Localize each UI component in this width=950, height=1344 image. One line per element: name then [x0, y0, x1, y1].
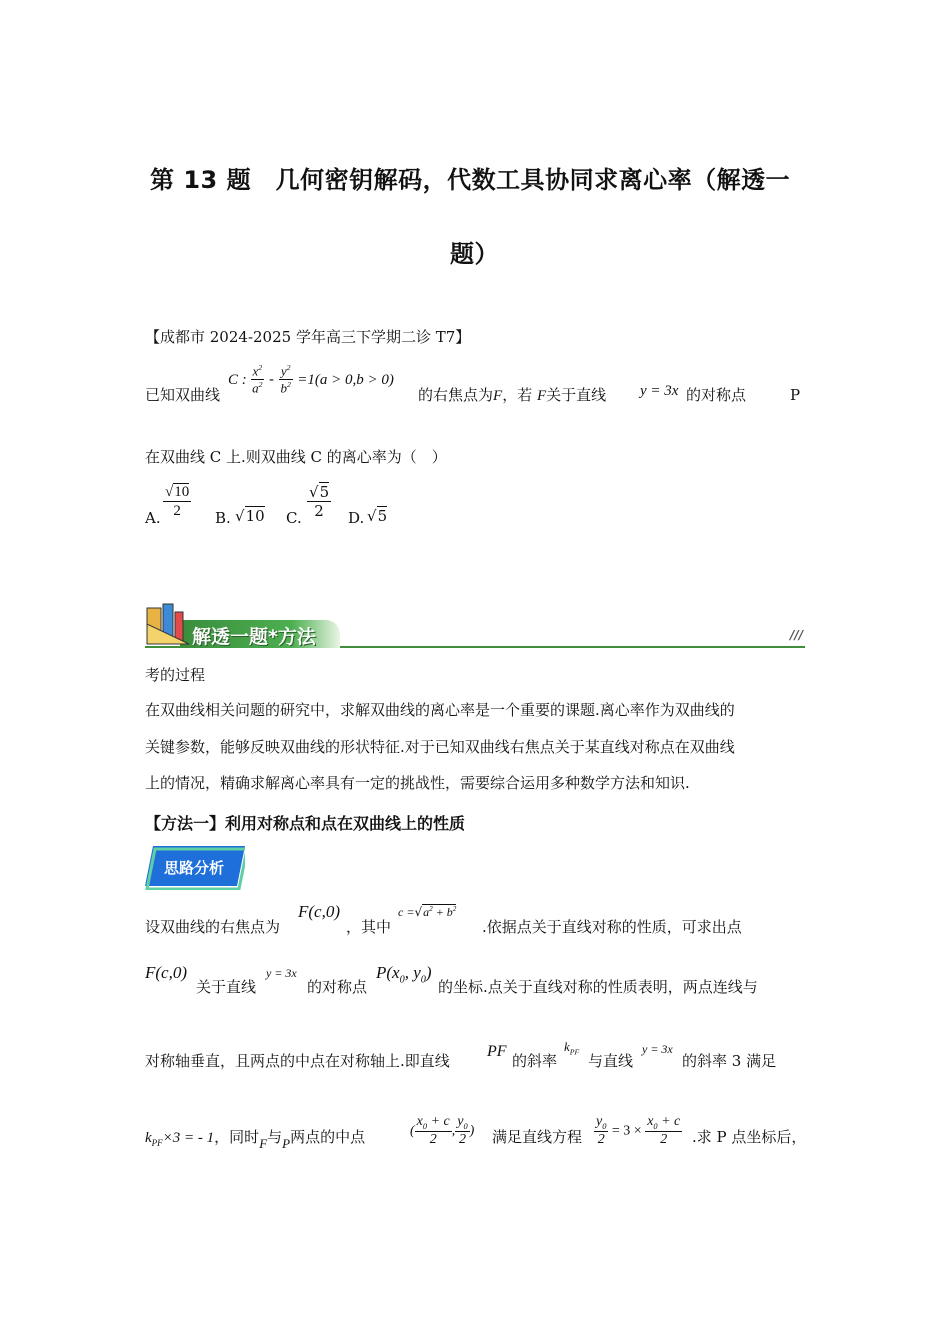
intro-paragraph-3: 上的情况，精确求解离心率具有一定的挑战性，需要综合运用多种数学方法和知识.	[145, 774, 690, 792]
m1-line3-c: 与直线	[588, 1052, 634, 1070]
m1-focus-coord: F(c,0)	[298, 902, 341, 921]
m1-line1-a: 设双曲线的右焦点为	[145, 918, 281, 936]
line-equation: y = 3x	[640, 383, 679, 399]
m1-midpoint: ( $\frac{x_0 + c}{2}$ , $\frac{y_0}{2}$ )	[410, 1114, 475, 1148]
method1-heading: 【方法一】利用对称点和点在双曲线上的性质	[145, 814, 466, 833]
analysis-badge: 思路分析	[145, 846, 241, 886]
banner-slashes: ///	[790, 628, 804, 642]
hyperbola-equation: C : $\frac{x^2}{a^2}$ - $\frac{y^2}{b^2}$ =1(a > 0,b > 0)	[228, 363, 394, 395]
m1-point-p: $P(x_0$, $y_0$)	[376, 963, 432, 986]
banner-label: 解透一题*方法	[192, 626, 316, 648]
m1-c-formula: $c =√a^2 + b^2$	[398, 905, 457, 919]
problem-point-p: P	[790, 386, 801, 404]
m1-line4-e: 满足直线方程	[492, 1128, 583, 1146]
problem-source: 【成都市 2024-2025 学年高三下学期二诊 T7】	[145, 328, 471, 346]
m1-line2-b: 的对称点	[307, 978, 368, 996]
page-title-cont: 题）	[450, 240, 499, 268]
m1-line3-a: 对称轴垂直，且两点的中点在对称轴上.即直线	[145, 1052, 450, 1070]
m1-line1-d: .依据点关于直线对称的性质，可求出点	[482, 918, 742, 936]
problem-symmetric: 的对称点	[686, 386, 747, 404]
m1-line2-a: 关于直线	[196, 978, 257, 996]
intro-paragraph-1: 在双曲线相关问题的研究中，求解双曲线的离心率是一个重要的课题.离心率作为双曲线的	[145, 701, 735, 719]
page-title: 第 13 题 几何密钥解码，代数工具协同求离心率（解透一	[150, 166, 791, 194]
m1-line4-g: .求 P 点坐标后，	[692, 1128, 807, 1146]
m1-line-eq: y = 3x	[266, 966, 297, 980]
intro-heading: 考的过程	[145, 666, 206, 684]
intro-paragraph-2: 关键参数，能够反映双曲线的形状特征.对于已知双曲线右焦点关于某直线对称点在双曲线	[145, 738, 735, 756]
m1-line-equation: $\frac{y_0}{2}$ = 3 × $\frac{x_0 + c}{2}$	[596, 1114, 681, 1148]
m1-k-pf: $k_{PF}$	[564, 1039, 580, 1057]
m1-line2-c: 的坐标.点关于直线对称的性质表明，两点连线与	[438, 978, 758, 996]
problem-text-focus: 的右焦点为F，若 F关于直线	[418, 386, 607, 404]
m1-line-eq-2: y = 3x	[642, 1042, 673, 1056]
m1-line3-d: 的斜率 3 满足	[682, 1052, 777, 1070]
m1-focus-coord-2: F(c,0)	[145, 963, 188, 982]
stationery-icon	[145, 602, 191, 646]
problem-intro: 已知双曲线	[145, 386, 221, 404]
m1-pf: PF	[487, 1043, 507, 1060]
problem-question: 在双曲线 C 上.则双曲线 C 的离心率为（ ）	[145, 448, 447, 466]
m1-line4: $k_{PF}\times 3$ = - 1，同时F与P两点的中点	[145, 1128, 366, 1151]
m1-line3-b: 的斜率	[512, 1052, 558, 1070]
m1-line1-b: ，其中	[346, 918, 392, 936]
